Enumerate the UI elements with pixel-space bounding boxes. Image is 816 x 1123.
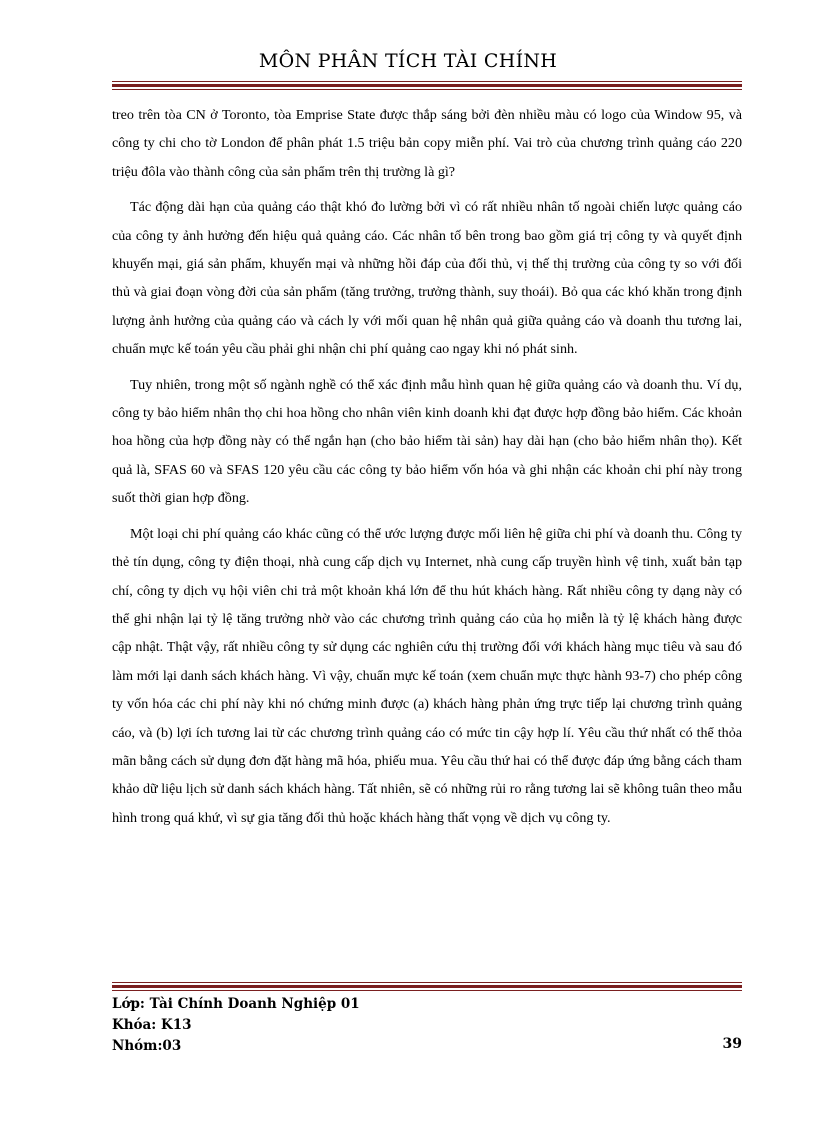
page-number: 39: [722, 1036, 742, 1052]
paragraph-4: Một loại chi phí quảng cáo khác cũng có thể ước lượng được mối liên hệ giữa chi phí và doanh thu. Công ty thẻ tín dụng, công ty điện thoại, nhà cung cấp dịch vụ Internet, nhà cung cấp truyền hình vệ tinh, xuất bản tạp chí, công ty dịch vụ hội viên chi trả một khoản khá lớn để thu hút khách hàng. Rất nhiều công ty dạng này có thể ghi nhận lại tỷ lệ tăng trưởng nhờ vào các chương trình quảng cáo của họ miễn là tỷ lệ khách hàng được cập nhật. Thật vậy, rất nhiều công ty sử dụng các nghiên cứu thị trường đối với khách hàng mục tiêu và sau đó làm mới lại danh sách khách hàng. Vì vậy, chuẩn mực kế toán (xem chuẩn mực thực hành 93-7) cho phép công ty vốn hóa các chi phí này khi nó chứng minh được (a) khách hàng phản ứng trực tiếp lại chương trình quảng cáo, và (b) lợi ích tương lai từ các chương trình quảng cáo có mức tin cậy hợp lí. Yêu cầu thứ nhất có thể thỏa mãn bằng cách sử dụng đơn đặt hàng mã hóa, phiếu mua. Yêu cầu thứ hai có thể được đáp ứng bằng cách tham khảo dữ liệu lịch sử danh sách khách hàng. Tất nhiên, sẽ có những rủi ro rằng tương lai sẽ không tuân theo mẫu hình trong quá khứ, vì sự gia tăng đối thủ hoặc khách hàng thất vọng về dịch vụ công ty.: [112, 525, 742, 826]
footer-course: Khóa: K13: [112, 1017, 192, 1033]
paragraph-3: Tuy nhiên, trong một số ngành nghề có thể xác định mẫu hình quan hệ giữa quảng cáo và doanh thu. Ví dụ, công ty bảo hiểm nhân thọ chi hoa hồng cho nhân viên kinh doanh khi đạt được hợp đồng bảo hiểm. Các khoản hoa hồng của hợp đồng này có thể ngắn hạn (cho bảo hiểm tài sản) hay dài hạn (cho bảo hiểm nhân thọ). Kết quả là, SFAS 60 và SFAS 120 yêu cầu các công ty bảo hiểm vốn hóa và ghi nhận các khoản chi phí này trong suốt thời gian hợp đồng.: [112, 376, 742, 507]
page-header-title: MÔN PHÂN TÍCH TÀI CHÍNH: [258, 50, 558, 72]
paragraph-1: treo trên tòa CN ở Toronto, tòa Emprise State được thắp sáng bởi đèn nhiều màu có logo của Window 95, và công ty chi cho tờ London để phân phát 1.5 triệu bản copy miễn phí. Vai trò của chương trình quảng cáo 220 triệu đôla vào thành công của sản phẩm trên thị trường là gì?: [112, 107, 742, 180]
footer-divider: [112, 982, 742, 991]
footer-class: Lớp: Tài Chính Doanh Nghiệp 01: [112, 996, 360, 1012]
body-text: [112, 101, 742, 839]
paragraph-2: Tác động dài hạn của quảng cáo thật khó đo lường bởi vì có rất nhiều nhân tố ngoài chiến lược quảng cáo của công ty ảnh hưởng đến hiệu quả quảng cáo. Các nhân tố bên trong bao gồm giá trị công ty và quyết định khuyến mại, giá sản phẩm, khuyến mại và những hồi đáp của đối thủ, vị thế thị trường của công ty so với đối thủ và giai đoạn vòng đời của sản phẩm (tăng trưởng, trưởng thành, suy thoái). Bỏ qua các khó khăn trong định lượng ảnh hưởng của quảng cáo và cách ly với mối quan hệ nhân quả giữa quảng cáo và doanh thu tương lai, chuẩn mực kế toán yêu cầu phải ghi nhận chi phí quảng cao ngay khi nó phát sinh.: [112, 199, 742, 358]
page-footer: [112, 994, 742, 1057]
footer-group: Nhóm:03: [112, 1038, 182, 1054]
header-divider: [112, 81, 742, 90]
